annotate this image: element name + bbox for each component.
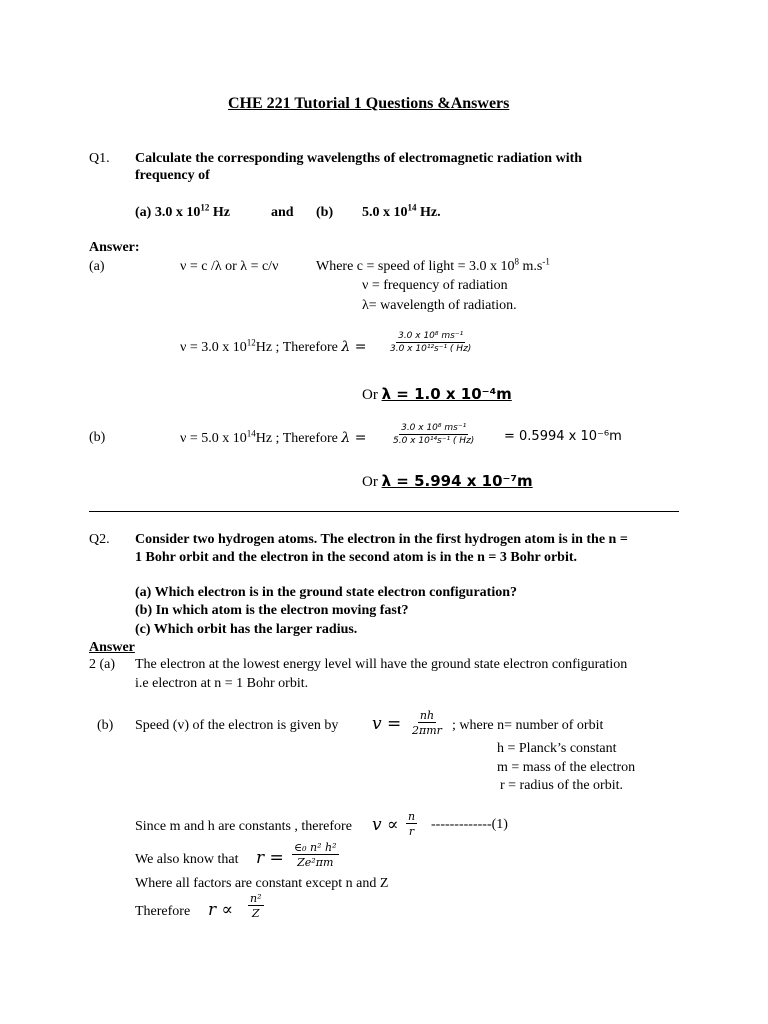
answer2-h-def: h = Planck’s constant — [497, 741, 617, 756]
answer2-b-where: ; where n= number of orbit — [452, 718, 604, 733]
answer1-heading: Answer: — [89, 240, 140, 255]
answer2-a-line1: The electron at the lowest energy level will have the ground state electron configuration — [135, 657, 628, 672]
q2-question-c: (c) Which orbit has the larger radius. — [135, 622, 358, 637]
answer2-eq1: -------------(1) — [431, 817, 508, 832]
q2-text-line2: 1 Bohr orbit and the electron in the second atom is in the n = 3 Bohr orbit. — [135, 550, 577, 565]
answer1-b-numerator: 3.0 x 10⁸ ms⁻¹ — [401, 423, 467, 433]
answer2-m-def: m = mass of the electron — [497, 760, 636, 775]
answer1-a-numerator: 3.0 x 10⁸ ms⁻¹ — [398, 331, 464, 341]
answer2-prop-denominator: r — [408, 825, 415, 838]
answer1-b-result: Or λ = 5.994 x 10⁻⁷m — [362, 472, 533, 490]
q2-question-b: (b) In which atom is the electron moving fast? — [135, 603, 409, 618]
answer1-b-label: (b) — [89, 430, 106, 445]
answer2-b-label: (b) — [97, 718, 114, 733]
q1-part-a: (a) 3.0 x $10^{12}$ Hz — [135, 202, 230, 220]
q1-label: Q1. — [89, 151, 110, 166]
answer2-r-prop-numerator: n² — [250, 892, 262, 905]
answer1-b-given: ν = 5.0 x $10^{14}Hz$ ; Therefore λ = — [180, 428, 367, 446]
section-divider — [89, 511, 679, 512]
answer1-b-denominator: 5.0 x 10¹⁴s⁻¹ ( Hz) — [393, 436, 475, 446]
answer1-lambda-def: λ= wavelength of radiation. — [362, 298, 517, 313]
answer2-where-all: Where all factors are constant except n and Z — [135, 876, 389, 891]
q2-question-a: (a) Which electron is in the ground state electron configuration? — [135, 585, 517, 600]
answer2-a-label: 2 (a) — [89, 657, 116, 672]
answer2-speed-numerator: nh — [419, 709, 435, 722]
q1-text-line1: Calculate the corresponding wavelengths of electromagnetic radiation with — [135, 151, 583, 166]
answer2-r-prop-fraction — [248, 893, 264, 919]
q2-text-line1: Consider two hydrogen atoms. The electron in the first hydrogen atom is in the n = — [135, 532, 628, 547]
answer2-therefore: Therefore — [135, 904, 191, 919]
q2-label: Q2. — [89, 532, 110, 547]
answer1-a-fraction — [388, 332, 473, 354]
answer1-a-result: Or λ = 1.0 x 10⁻⁴m — [362, 385, 512, 403]
answer1-nu-def: ν = frequency of radiation — [362, 278, 508, 293]
answer2-r-symbol: r = — [256, 848, 284, 868]
answer1-a-given: ν = 3.0 x $10^{12}Hz$ ; Therefore λ = — [180, 337, 367, 355]
answer2-r-prop-denominator: Z — [251, 907, 260, 920]
answer2-heading: Answer — [89, 640, 135, 655]
page-title: CHE 221 Tutorial 1 Questions &Answers — [228, 95, 510, 112]
q1-part-b: 5.0 x $10^{14}$ Hz. — [362, 202, 441, 220]
answer1-where: Where c = speed of light = 3.0 x $10^8$ $m.s^{-1}$ — [316, 256, 550, 274]
answer2-r-fraction — [292, 842, 339, 868]
answer2-a-line2: i.e electron at n = 1 Bohr orbit. — [135, 676, 309, 691]
answer2-speed-symbol: v = — [372, 714, 402, 734]
q1-part-b-label: (b) — [316, 205, 334, 220]
answer2-r-prop: r ∝ — [208, 900, 234, 920]
answer1-b-fraction — [391, 424, 476, 446]
answer2-prop-numerator: n — [408, 810, 416, 823]
answer1-a-denominator: 3.0 x 10¹²s⁻¹ ( Hz) — [390, 344, 472, 354]
answer2-r-def: r = radius of the orbit. — [500, 778, 623, 793]
answer2-speed-fraction — [410, 710, 444, 736]
answer1-b-equals: = 0.5994 x 10⁻⁶m — [504, 429, 622, 444]
answer1-relation: ν = c /λ or λ = c/ν — [180, 259, 279, 274]
answer2-speed-denominator: 2πmr — [412, 724, 442, 737]
answer1-a-label: (a) — [89, 259, 105, 274]
q1-text-line2: frequency of — [135, 168, 210, 183]
q1-and: and — [271, 205, 294, 220]
answer2-prop-v: v ∝ — [372, 815, 399, 835]
answer2-also: We also know that — [135, 852, 239, 867]
answer2-r-denominator: Ze²πm — [297, 856, 334, 869]
answer2-b-text: Speed (v) of the electron is given by — [135, 718, 339, 733]
answer2-r-numerator: ∈₀ n² h² — [294, 841, 337, 854]
answer2-prop-fraction — [406, 811, 417, 837]
answer2-since: Since m and h are constants , therefore — [135, 819, 352, 834]
